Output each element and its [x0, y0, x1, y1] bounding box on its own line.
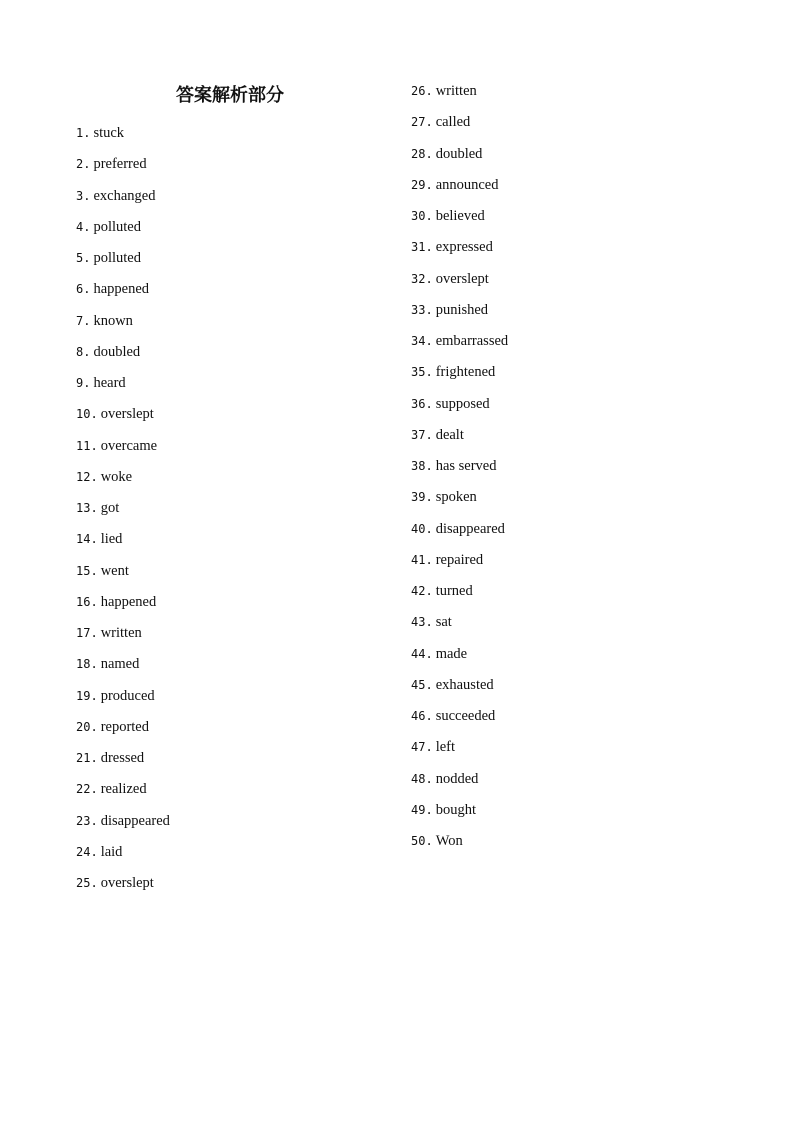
answer-text: realized — [100, 781, 147, 798]
answer-text: left — [435, 739, 456, 756]
answer-item — [411, 642, 508, 673]
answer-item — [411, 204, 508, 235]
answer-item — [411, 798, 508, 829]
answer-item — [411, 360, 508, 391]
answer-item — [76, 871, 170, 902]
answer-text: overslept — [435, 270, 489, 287]
answer-number: 3. — [76, 188, 91, 203]
answer-text: punished — [435, 301, 489, 318]
answer-item — [411, 767, 508, 798]
answer-number: 38. — [411, 459, 433, 473]
answer-item — [411, 298, 508, 329]
answer-item — [76, 184, 170, 215]
answer-number: 16. — [76, 594, 98, 609]
answer-text: frightened — [435, 364, 496, 381]
answer-text: went — [100, 562, 129, 579]
answer-number: 36. — [411, 396, 433, 411]
answer-number: 22. — [76, 782, 98, 797]
answer-item — [76, 277, 170, 308]
answer-number: 46. — [411, 709, 433, 723]
answer-text: exchanged — [93, 187, 156, 204]
answer-item — [76, 746, 170, 777]
answer-number: 37. — [411, 427, 433, 442]
answer-text: produced — [100, 687, 155, 704]
answer-number: 13. — [76, 501, 98, 515]
answer-item — [411, 267, 508, 298]
answer-item — [76, 527, 170, 558]
answer-item — [76, 434, 170, 465]
answer-text: spoken — [435, 489, 477, 506]
answer-item — [76, 465, 170, 496]
answer-number: 44. — [411, 646, 433, 661]
answer-item — [411, 579, 508, 610]
answer-text: doubled — [93, 343, 141, 360]
answer-text: lied — [100, 531, 123, 548]
answer-text: happened — [100, 593, 157, 610]
answer-text: got — [100, 500, 120, 516]
answer-number: 40. — [411, 521, 433, 536]
answer-text: preferred — [93, 156, 147, 173]
answer-text: named — [100, 656, 140, 673]
answer-text: announced — [435, 176, 499, 193]
answer-number: 10. — [76, 407, 98, 422]
answer-item — [411, 173, 508, 204]
answer-item — [411, 548, 508, 579]
answer-number: 2. — [76, 157, 91, 172]
answer-text: reported — [100, 718, 149, 735]
answer-number: 24. — [76, 844, 98, 859]
answer-number: 17. — [76, 626, 98, 640]
answer-number: 20. — [76, 719, 98, 734]
answer-text: happened — [93, 281, 150, 298]
answer-number: 49. — [411, 802, 433, 817]
answer-item — [76, 559, 170, 590]
answer-item — [411, 485, 508, 516]
answer-text: made — [435, 645, 468, 662]
answer-item — [76, 840, 170, 871]
answer-number: 15. — [76, 563, 98, 578]
answer-number: 12. — [76, 469, 98, 484]
answer-text: overslept — [100, 406, 154, 423]
answer-text: known — [93, 312, 133, 329]
answer-item — [76, 152, 170, 183]
answer-number: 30. — [411, 209, 433, 223]
answer-number: 35. — [411, 365, 433, 380]
answer-text: written — [435, 83, 477, 99]
answer-item — [411, 673, 508, 704]
answer-number: 25. — [76, 876, 98, 890]
answer-item — [411, 517, 508, 548]
answer-text: succeeded — [435, 708, 496, 724]
answer-item — [76, 684, 170, 715]
answer-number: 43. — [411, 615, 433, 630]
answer-number: 14. — [76, 532, 98, 547]
answer-item — [76, 215, 170, 246]
answer-text: polluted — [93, 218, 141, 235]
answer-number: 27. — [411, 115, 433, 130]
answer-number: 50. — [411, 834, 433, 848]
answer-item — [411, 829, 508, 860]
answer-text: overslept — [100, 875, 154, 891]
answer-number: 9. — [76, 376, 91, 390]
answer-item — [76, 496, 170, 527]
answer-text: disappeared — [435, 520, 505, 537]
answer-item — [76, 621, 170, 652]
answer-item — [411, 454, 508, 485]
answer-list-left — [76, 121, 170, 902]
answer-item — [411, 423, 508, 454]
answer-item — [411, 329, 508, 360]
answer-number: 47. — [411, 740, 433, 755]
answer-number: 11. — [76, 438, 98, 453]
answer-number: 41. — [411, 552, 433, 567]
answer-item — [76, 402, 170, 433]
answer-text: bought — [435, 801, 476, 818]
answer-item — [76, 777, 170, 808]
answer-number: 39. — [411, 490, 433, 505]
answer-text: laid — [100, 843, 123, 860]
answer-text: dealt — [435, 426, 464, 443]
answer-number: 18. — [76, 657, 98, 672]
answer-text: nodded — [435, 770, 479, 787]
answer-number: 19. — [76, 688, 98, 703]
answer-text: Won — [435, 833, 463, 849]
answer-item — [411, 392, 508, 423]
answer-item — [76, 340, 170, 371]
answer-text: exhausted — [435, 676, 494, 693]
answer-text: written — [100, 625, 142, 641]
answer-item — [76, 590, 170, 621]
answer-text: sat — [435, 614, 452, 631]
answer-item — [411, 704, 508, 735]
answer-text: expressed — [435, 239, 493, 256]
answer-item — [76, 371, 170, 402]
answer-number: 31. — [411, 240, 433, 255]
answer-number: 6. — [76, 282, 91, 297]
answer-number: 48. — [411, 771, 433, 786]
answer-item — [76, 715, 170, 746]
answer-text: stuck — [93, 125, 125, 141]
answer-number: 1. — [76, 126, 91, 140]
answer-list-right — [411, 79, 508, 860]
answer-number: 42. — [411, 584, 433, 598]
answer-text: turned — [435, 583, 473, 599]
answer-item — [411, 142, 508, 173]
page-title: 答案解析部分 — [176, 85, 284, 106]
answer-number: 29. — [411, 177, 433, 192]
answer-text: repaired — [435, 551, 484, 568]
answer-text: heard — [93, 375, 126, 391]
answer-text: called — [435, 114, 471, 131]
answer-text: woke — [100, 468, 133, 485]
answer-item — [76, 246, 170, 277]
answer-item — [76, 309, 170, 340]
answer-number: 34. — [411, 334, 433, 348]
answer-text: disappeared — [100, 812, 170, 829]
answer-number: 45. — [411, 677, 433, 692]
answer-item — [76, 121, 170, 152]
answer-text: embarrassed — [435, 333, 509, 349]
answer-number: 5. — [76, 251, 91, 265]
answer-text: has served — [435, 458, 497, 474]
answer-text: overcame — [100, 437, 158, 454]
answer-item — [76, 809, 170, 840]
answer-number: 8. — [76, 344, 91, 359]
answer-number: 26. — [411, 84, 433, 98]
answer-item — [411, 110, 508, 141]
answer-text: doubled — [435, 145, 483, 162]
answer-text: dressed — [100, 750, 145, 766]
answer-number: 23. — [76, 813, 98, 828]
answer-number: 7. — [76, 313, 91, 328]
answer-text: believed — [435, 208, 485, 224]
answer-item — [411, 235, 508, 266]
answer-number: 21. — [76, 751, 98, 765]
answer-number: 33. — [411, 302, 433, 317]
answer-number: 32. — [411, 271, 433, 286]
answer-item — [411, 610, 508, 641]
answer-number: 28. — [411, 146, 433, 161]
answer-item — [411, 79, 508, 110]
answer-number: 4. — [76, 219, 91, 234]
answer-text: polluted — [93, 250, 141, 266]
answer-text: supposed — [435, 395, 490, 412]
answer-item — [76, 652, 170, 683]
answer-item — [411, 735, 508, 766]
